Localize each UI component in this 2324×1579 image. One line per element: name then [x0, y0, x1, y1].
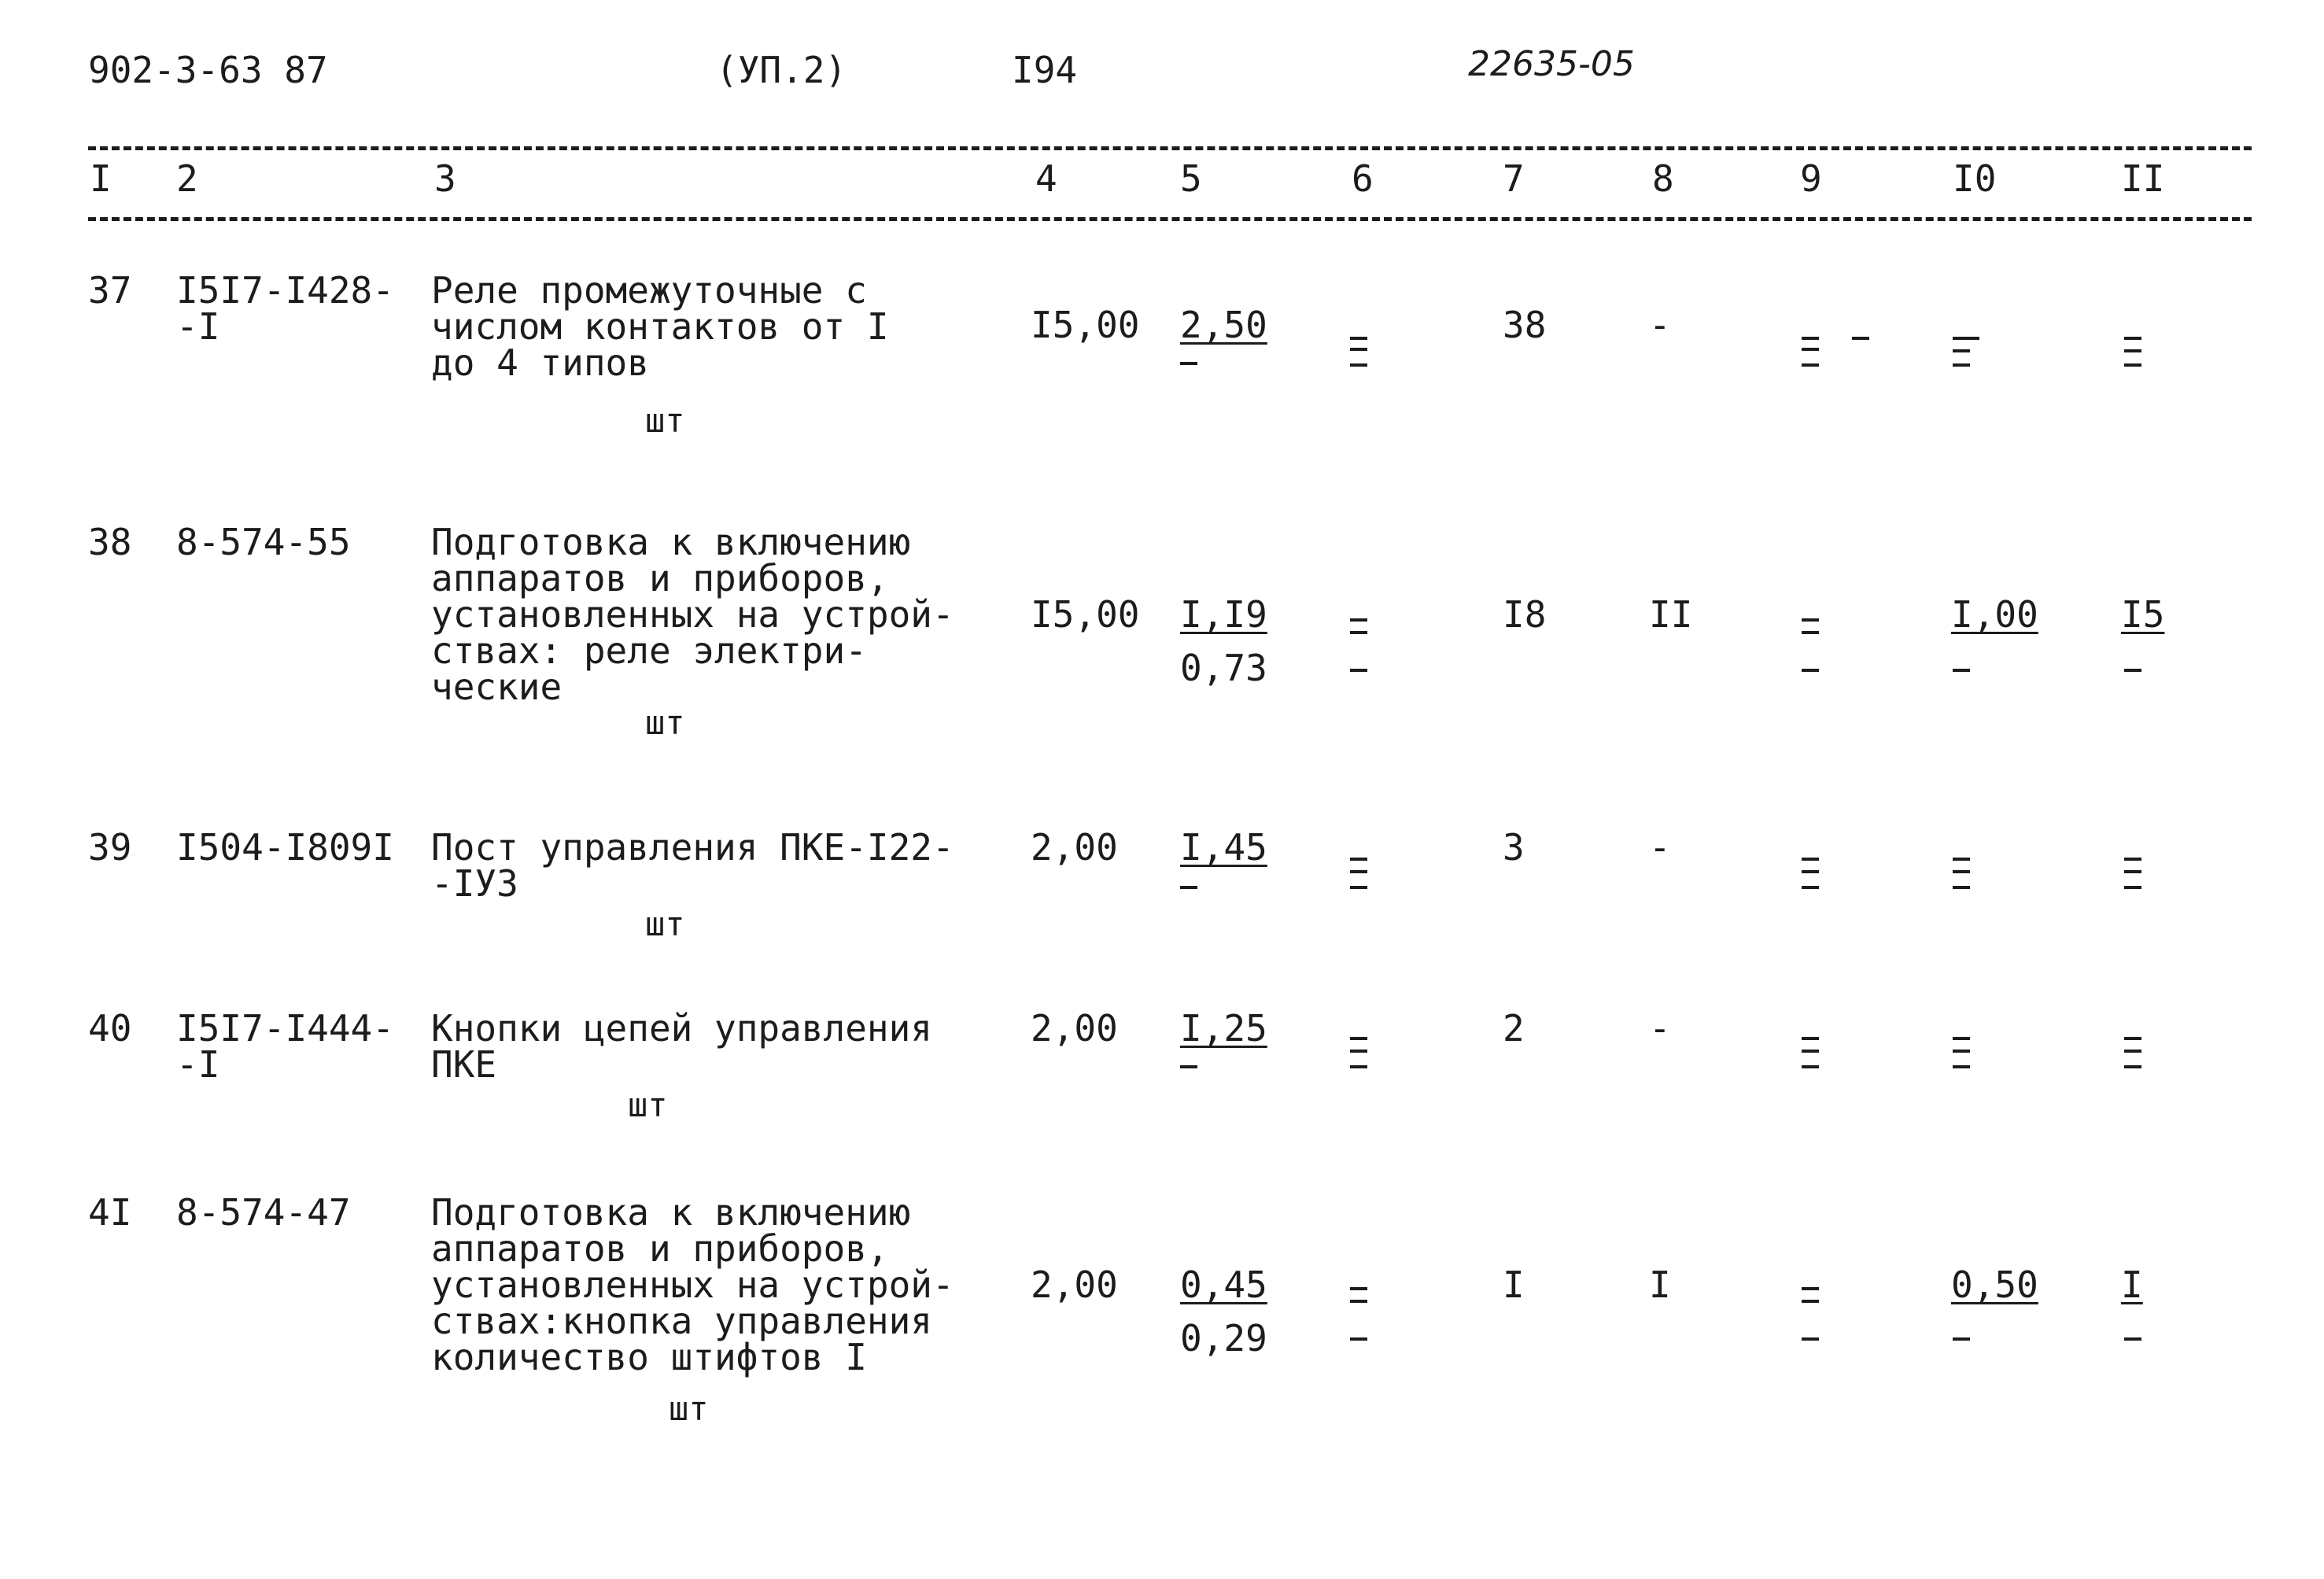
- row-value-col8: -: [1649, 1007, 1671, 1050]
- ditto-mark-col11-c: [2124, 886, 2141, 889]
- row-value-col5-bottom: 0,73: [1180, 647, 1267, 689]
- row-number: 4I: [88, 1191, 132, 1234]
- ditto-mark-col9-a: [1802, 1287, 1819, 1290]
- ditto-mark-col9-a: [1802, 1037, 1819, 1040]
- ditto-mark-col6-a: [1350, 1037, 1367, 1040]
- row-description: Подготовка к включению аппаратов и приборов, установленных на устрой- ствах:кнопка управления количество штифтов I: [431, 1191, 954, 1378]
- row-col10-bottom-dash: [1953, 1337, 1970, 1341]
- row-value-col8: I: [1649, 1264, 1671, 1306]
- row-number: 39: [88, 826, 132, 869]
- row-code-line-2: -I: [176, 1043, 220, 1086]
- row-value-col10-top: I,00: [1951, 593, 2038, 636]
- row-description: Подготовка к включению аппаратов и приборов, установленных на устрой- ствах: реле электри- ческие: [431, 521, 954, 708]
- ditto-mark-col6-a: [1350, 618, 1367, 622]
- ditto-mark-col11-b: [2124, 1050, 2141, 1053]
- ditto-mark-col6-c: [1350, 669, 1367, 672]
- column-number-1: I: [90, 157, 112, 200]
- row-unit: шт: [645, 905, 685, 943]
- row-value-col5-bottom: 0,29: [1180, 1317, 1267, 1359]
- row-value-col7: I: [1503, 1264, 1525, 1306]
- row-value-col8: -: [1649, 826, 1671, 869]
- ditto-mark-col11-c: [2124, 363, 2141, 367]
- ditto-mark-col9-a: [1802, 337, 1819, 340]
- row-value-col8: II: [1649, 593, 1693, 636]
- row-number: 40: [88, 1007, 132, 1050]
- table-header-rule: [88, 217, 2252, 221]
- ditto-mark-col11-a: [2124, 858, 2141, 861]
- ditto-mark-col11-b: [2124, 349, 2141, 352]
- row-number: 38: [88, 521, 132, 563]
- row-unit: шт: [645, 703, 685, 742]
- ditto-mark-col11-a: [2124, 1037, 2141, 1040]
- row-code: 8-574-47: [176, 1191, 351, 1234]
- table-top-rule: [88, 146, 2252, 150]
- row-col10-bottom-dash: [1953, 669, 1970, 672]
- row-description: Кнопки цепей управления ПКЕ: [431, 1007, 932, 1086]
- ditto-mark-col6-b: [1350, 870, 1367, 873]
- ditto-mark-col9-b: [1802, 631, 1819, 634]
- row-value-col4: I5,00: [1031, 593, 1140, 636]
- ditto-mark-col9-b: [1802, 348, 1819, 351]
- ditto-mark-col11-b: [2124, 870, 2141, 873]
- row-value-col4: I5,00: [1031, 304, 1140, 346]
- row-col11-bottom-dash: [2124, 669, 2141, 672]
- row-value-col5-top: I,I9: [1180, 593, 1267, 636]
- row-col11-bottom-dash: [2124, 1337, 2141, 1341]
- row-value-col7: 2: [1503, 1007, 1525, 1050]
- row-code: I504-I809I: [176, 826, 394, 869]
- row-value-col5-top: 2,50: [1180, 304, 1267, 346]
- row-value-col5-top: I,45: [1180, 826, 1267, 869]
- ditto-mark-col6-c: [1350, 886, 1367, 889]
- doc-code: 902-3-63 87: [88, 49, 328, 91]
- row-number: 37: [88, 269, 132, 312]
- ditto-mark-col10-b: [1953, 1050, 1970, 1053]
- row-value-col5-top: 0,45: [1180, 1264, 1267, 1306]
- row-code-line-2: -I: [176, 305, 220, 348]
- row-code: [176, 1007, 394, 1086]
- row-unit: шт: [645, 401, 685, 440]
- row-value-col4: 2,00: [1031, 826, 1118, 869]
- row-value-col11-top: I: [2121, 1264, 2143, 1306]
- row-value-col10-top: 0,50: [1951, 1264, 2038, 1306]
- ditto-mark-col9-b: [1802, 1050, 1819, 1053]
- row-col5-bottom-dash: [1180, 1065, 1197, 1068]
- column-number-4: 4: [1035, 157, 1057, 200]
- row-value-col7: I8: [1503, 593, 1547, 636]
- ditto-mark-col6-b: [1350, 1050, 1367, 1053]
- row-code: [176, 269, 394, 348]
- column-number-8: 8: [1652, 157, 1674, 200]
- row-value-col11-top: I5: [2121, 593, 2165, 636]
- row-value-col7: 3: [1503, 826, 1525, 869]
- row-code: 8-574-55: [176, 521, 351, 563]
- stray-dash-col9: [1852, 337, 1869, 340]
- ditto-mark-col6-b: [1350, 631, 1367, 634]
- ditto-mark-col9-a: [1802, 618, 1819, 622]
- row-description: Реле промежуточные с числом контактов от I до 4 типов: [431, 269, 889, 384]
- album-label: (УП.2): [716, 49, 847, 91]
- row-value-col5-top: I,25: [1180, 1007, 1267, 1050]
- column-number-9: 9: [1800, 157, 1822, 200]
- ditto-mark-col10-c: [1953, 886, 1970, 889]
- ditto-mark-col10-a: [1953, 1037, 1970, 1040]
- ditto-mark-col6-c: [1350, 1337, 1367, 1341]
- ditto-mark-col9-c: [1802, 1065, 1819, 1068]
- ditto-mark-col6-c: [1350, 363, 1367, 367]
- column-number-3: 3: [434, 157, 456, 200]
- ditto-mark-col9-c: [1802, 669, 1819, 672]
- ditto-mark-col10-c: [1953, 363, 1970, 367]
- column-number-7: 7: [1503, 157, 1525, 200]
- row-value-col4: 2,00: [1031, 1007, 1118, 1050]
- ditto-mark-col6-b: [1350, 1300, 1367, 1303]
- ditto-mark-col10-b: [1953, 349, 1970, 352]
- column-number-10: I0: [1953, 157, 1997, 200]
- ditto-mark-col6-a: [1350, 337, 1367, 340]
- ditto-mark-col10-c: [1953, 1065, 1970, 1068]
- column-number-5: 5: [1180, 157, 1202, 200]
- stamp-number: 22635-05: [1468, 44, 1635, 84]
- row-code-line-1: I5I7-I428-: [176, 269, 394, 312]
- ditto-mark-col9-b: [1802, 870, 1819, 873]
- ditto-mark-col9-c: [1802, 1337, 1819, 1341]
- ditto-mark-col11-a: [2124, 337, 2141, 340]
- page-number: I94: [1012, 49, 1078, 91]
- row-value-col4: 2,00: [1031, 1264, 1118, 1306]
- ditto-mark-col6-c: [1350, 1065, 1367, 1068]
- column-number-11: II: [2121, 157, 2165, 200]
- row-unit: шт: [669, 1389, 709, 1428]
- row-code-line-1: I5I7-I444-: [176, 1007, 394, 1050]
- ditto-mark-col9-c: [1802, 886, 1819, 889]
- ditto-mark-col9-b: [1802, 1300, 1819, 1303]
- ditto-mark-col9-c: [1802, 363, 1819, 367]
- row-col5-bottom-dash: [1180, 362, 1197, 365]
- row-unit: шт: [628, 1086, 668, 1124]
- row-col5-bottom-dash: [1180, 886, 1197, 889]
- column-number-6: 6: [1352, 157, 1374, 200]
- row-value-col8: -: [1649, 304, 1671, 346]
- row-description: Пост управления ПКЕ-I22- -IУ3: [431, 826, 954, 905]
- ditto-mark-col6-a: [1350, 1287, 1367, 1290]
- ditto-mark-col11-c: [2124, 1065, 2141, 1068]
- ditto-mark-col10-a: [1953, 337, 1979, 340]
- ditto-mark-col10-b: [1953, 870, 1970, 873]
- ditto-mark-col6-b: [1350, 348, 1367, 351]
- ditto-mark-col9-a: [1802, 858, 1819, 861]
- column-number-2: 2: [176, 157, 198, 200]
- ditto-mark-col6-a: [1350, 858, 1367, 861]
- row-value-col7: 38: [1503, 304, 1547, 346]
- ditto-mark-col10-a: [1953, 858, 1970, 861]
